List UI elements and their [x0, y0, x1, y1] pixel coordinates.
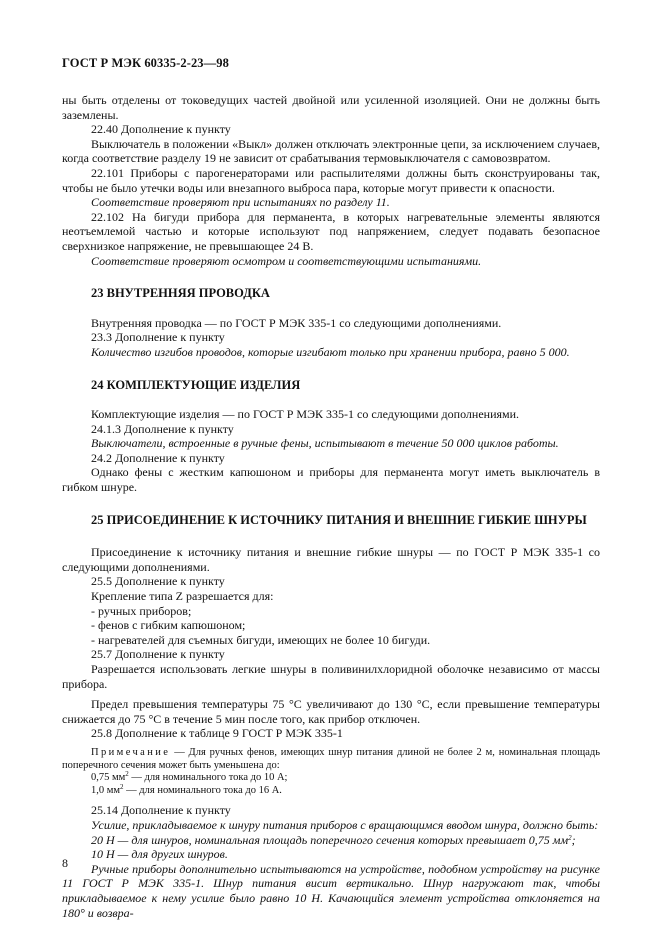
clause-22-101-compliance: Соответствие проверяют при испытаниях по разделу 11.: [91, 195, 390, 210]
section-25-heading: 25 ПРИСОЕДИНЕНИЕ К ИСТОЧНИКУ ПИТАНИЯ И ВНЕШНИЕ ГИБКИЕ ШНУРЫ: [91, 512, 587, 527]
clause-22-40-text: Выключатель в положении «Выкл» должен отключать электронные цепи, за исключением случаев, когда соответствие разделу 19 не зависит от срабатывания термовыключателя с самовозвратом.: [62, 136, 600, 166]
clause-25-8-title: 25.8 Дополнение к таблице 9 ГОСТ Р МЭК 335-1: [91, 726, 343, 741]
clause-25-14-handheld-test: Ручные приборы дополнительно испытываются на устройстве, подобном устройству на рисунке 11 ГОСТ Р МЭК 335-1. Шнур питания висит вертикально. Шнур нагружают так, чтобы прикладываемое к нему усилие было равно 10 Н. Качающийся элемент устройства отклоняется на 180° и возвра-: [62, 861, 600, 920]
superscript: 2: [125, 770, 129, 779]
section-23-intro: Внутренняя проводка — по ГОСТ Р МЭК 335-1 со следующими дополнениями.: [91, 315, 502, 330]
section-24-heading: 24 КОМПЛЕКТУЮЩИЕ ИЗДЕЛИЯ: [91, 377, 301, 392]
clause-25-7-temperature: Предел превышения температуры 75 °С увеличивают до 130 °С, если превышение температуры снижается до 75 °С в течение 5 мин после того, как прибор отключен.: [62, 697, 600, 726]
note-line-2: 1,0 $мм^2$ — для номинального тока до 16 А.: [91, 782, 282, 796]
clause-25-7-title: 25.7 Дополнение к пункту: [91, 647, 225, 662]
clause-25-14-title: 25.14 Дополнение к пункту: [91, 803, 231, 818]
clause-25-14-force-10: 10 Н — для других шнуров.: [91, 847, 228, 862]
document-page: [62, 56, 600, 920]
clause-24-2-text: Однако фены с жестким капюшоном и приборы для перманента могут иметь выключатель в гибком шнуре.: [62, 465, 600, 495]
clause-24-2-title: 24.2 Дополнение к пункту: [91, 450, 225, 465]
clause-22-102-compliance: Соответствие проверяют осмотром и соответствующими испытаниями.: [91, 253, 482, 268]
clause-25-14-force-20: 20 Н — для шнуров, номинальная площадь поперечного сечения которых превышает 0,75 $мм^2$;: [91, 832, 576, 847]
clause-22-102-text: 22.102 На бигуди прибора для перманента, в которых нагревательные элементы являются неотъемлемой частью и которые используют под напряжением, следует подавать безопасное сверхнизкое напряжение, не превышающее 24 В.: [62, 209, 600, 253]
note-paragraph: [62, 747, 600, 772]
clause-24-1-3-title: 24.1.3 Дополнение к пункту: [91, 421, 234, 436]
clause-23-3-text: Количество изгибов проводов, которые изгибают только при хранении прибора, равно 5 000.: [91, 344, 570, 359]
document-header: ГОСТ Р МЭК 60335-2-23—98: [62, 56, 229, 70]
clause-25-14-text: Усилие, прикладываемое к шнуру питания приборов с вращающимся вводом шнура, должно быть:: [91, 817, 599, 832]
clause-25-7-text: Разрешается использовать легкие шнуры в поливинилхлоридной оболочке независимо от массы прибора.: [62, 662, 600, 691]
superscript: 2: [120, 782, 124, 791]
note-label: Примечание: [91, 746, 171, 758]
clause-22-40-title: 22.40 Дополнение к пункту: [91, 122, 231, 137]
page-number: 8: [62, 856, 68, 870]
note-line-1: 0,75 $мм^2$ — для номинального тока до 10 А;: [91, 770, 288, 784]
note-text: — Для ручных фенов, имеющих шнур питания длиной не более 2 м, номинальная площадь поперечного сечения может быть уменьшена до:: [62, 746, 600, 771]
section-24-intro: Комплектующие изделия — по ГОСТ Р МЭК 335-1 со следующими дополнениями.: [91, 407, 520, 422]
clause-23-3-title: 23.3 Дополнение к пункту: [91, 330, 225, 345]
document-body: [62, 93, 600, 920]
clause-22-101-text: 22.101 Приборы с парогенераторами или распылителями должны быть сконструированы так, чтобы не было утечки воды или внезапного выброса пара, которые могут привести к опасности.: [62, 165, 600, 195]
section-23-heading: 23 ВНУТРЕННЯЯ ПРОВОДКА: [91, 286, 270, 301]
clause-24-1-3-text: Выключатели, встроенные в ручные фены, испытывают в течение 50 000 циклов работы.: [91, 436, 559, 451]
clause-25-5-text: Крепление типа Z разрешается для:: [91, 589, 274, 604]
list-item: - ручных приборов;: [91, 603, 192, 618]
clause-25-5-title: 25.5 Дополнение к пункту: [91, 574, 225, 589]
section-25-intro: Присоединение к источнику питания и внешние гибкие шнуры — по ГОСТ Р МЭК 335-1 со следующими дополнениями.: [62, 545, 600, 574]
list-item: - нагревателей для съемных бигуди, имеющих не более 10 бигуди.: [91, 632, 431, 647]
list-item: - фенов с гибким капюшоном;: [91, 618, 246, 633]
superscript: 2: [568, 833, 572, 842]
paragraph-continuation: ны быть отделены от токоведущих частей двойной или усиленной изоляцией. Они не должны быть заземлены.: [62, 93, 600, 122]
